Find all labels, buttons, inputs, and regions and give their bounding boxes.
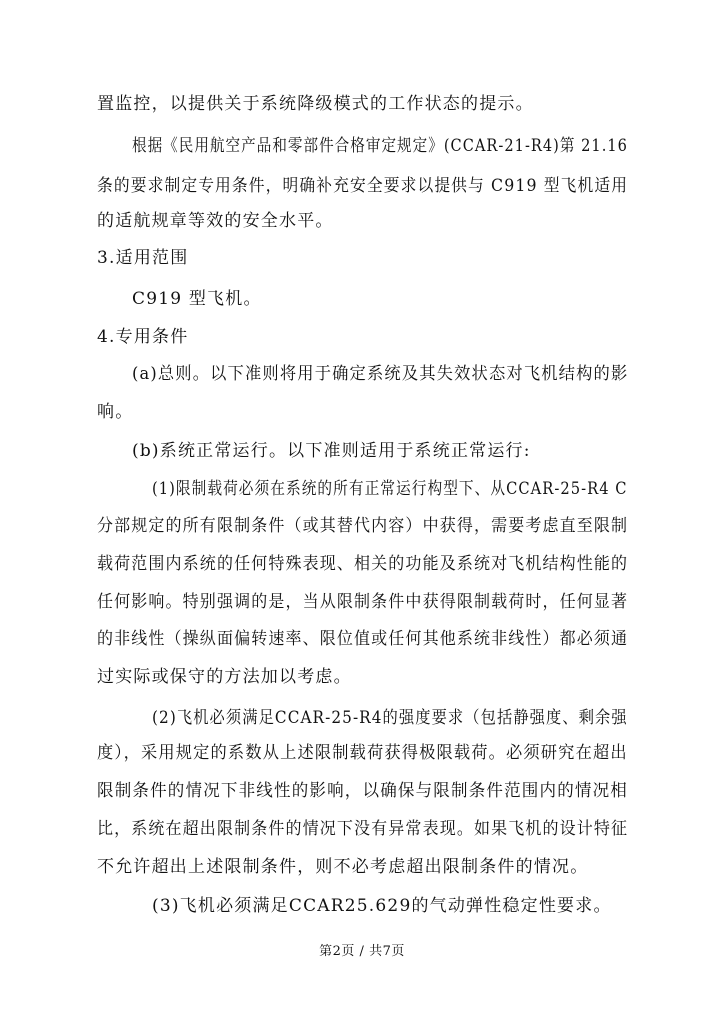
- text-line: 置监控，以提供关于系统降级模式的工作状态的提示。: [97, 94, 534, 114]
- text-line: 比，系统在超出限制条件的情况下没有异常表现。如果飞机的设计特征: [97, 819, 629, 839]
- text-line: 响。: [97, 402, 134, 422]
- section-heading: 3.适用范围: [97, 248, 189, 268]
- text-line: 条的要求制定专用条件，明确补充安全要求以提供与 C919 型飞机适用: [97, 176, 629, 196]
- text-line: (1)限制载荷必须在系统的所有正常运行构型下、从CCAR-25-R4 C: [152, 479, 628, 499]
- text-line: 根据《民用航空产品和零部件合格审定规定》(CCAR-21-R4)第 21.16: [132, 136, 628, 156]
- text-line: 的非线性（操纵面偏转速率、限位值或任何其他系统非线性）都必须通: [97, 629, 629, 649]
- text-line: 任何影响。特别强调的是，当从限制条件中获得限制载荷时，任何显著: [97, 592, 629, 612]
- text-line: 载荷范围内系统的任何特殊表现、相关的功能及系统对飞机结构性能的: [97, 554, 629, 574]
- text-line: (2)飞机必须满足CCAR-25-R4的强度要求（包括静强度、剩余强: [152, 708, 628, 728]
- text-line: 的适航规章等效的安全水平。: [97, 211, 334, 231]
- text-line: 过实际或保守的方法加以考虑。: [97, 667, 352, 687]
- page-number-footer: 第2页 / 共7页: [319, 944, 405, 959]
- text-line: 度），采用规定的系数从上述限制载荷获得极限载荷。必须研究在超出: [97, 743, 628, 763]
- text-line: C919 型飞机。: [132, 289, 262, 309]
- text-line: (b)系统正常运行。以下准则适用于系统正常运行:: [132, 441, 531, 461]
- section-heading: 4.专用条件: [97, 327, 189, 347]
- text-line: (3)飞机必须满足CCAR25.629的气动弹性稳定性要求。: [152, 896, 612, 916]
- text-line: (a)总则。以下准则将用于确定系统及其失效状态对飞机结构的影: [132, 364, 629, 384]
- text-line: 分部规定的所有限制条件（或其替代内容）中获得，需要考虑直至限制: [97, 516, 629, 536]
- text-line: 限制条件的情况下非线性的影响，以确保与限制条件范围内的情况相: [97, 781, 628, 801]
- text-line: 不允许超出上述限制条件，则不必考虑超出限制条件的情况。: [97, 857, 589, 877]
